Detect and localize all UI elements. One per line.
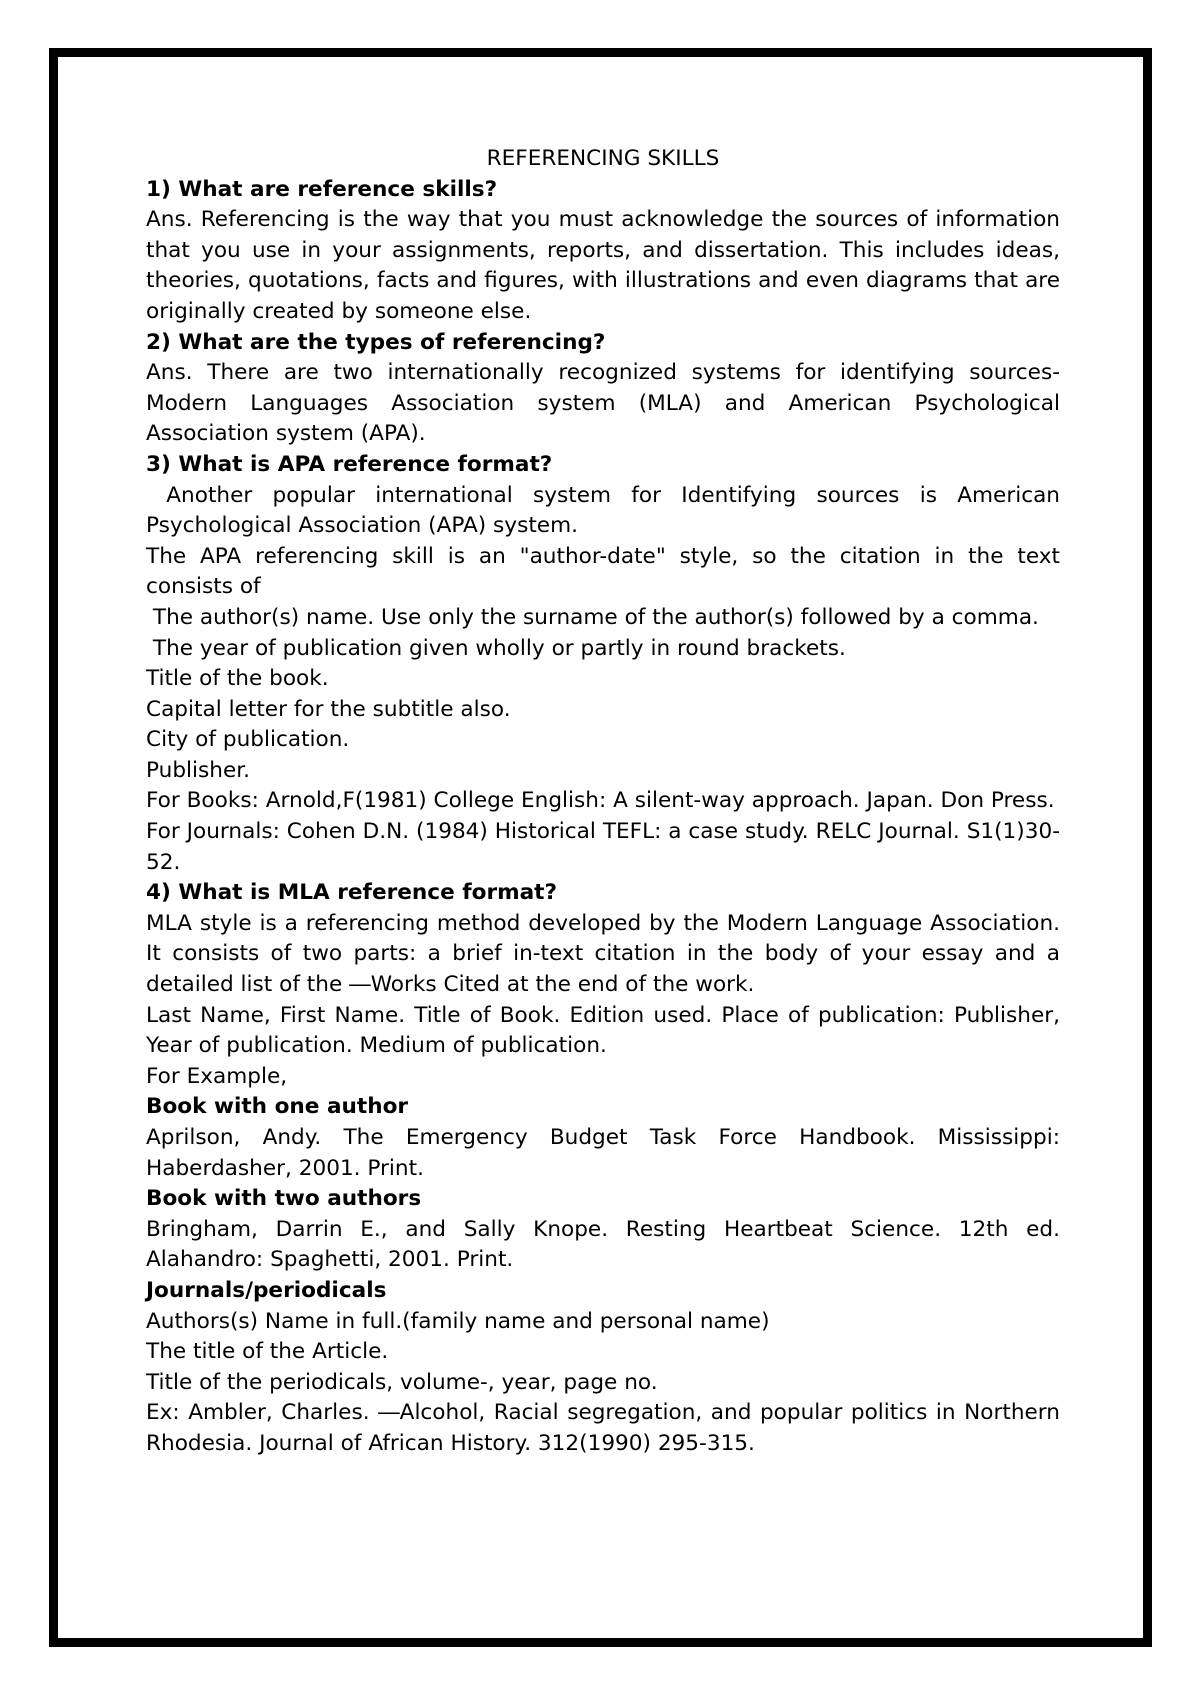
page-title: REFERENCING SKILLS xyxy=(486,146,720,171)
apa-capital: Capital letter for the subtitle also. xyxy=(146,696,511,722)
mla-for-example: For Example, xyxy=(146,1063,288,1089)
apa-author-name: The author(s) name. Use only the surname of the author(s) followed by a comma. xyxy=(146,604,1039,630)
question-3: 3) What is APA reference format? xyxy=(146,451,553,477)
answer-1: Ans. Referencing is the way that you must acknowledge the sources of information that you use in your assignments, reports, and dissertation. This includes ideas, theories, quotations, facts and figures, with illustrations and even diagrams that are originally created by someone else. xyxy=(146,207,1060,324)
journals-example: Ex: Ambler, Charles. ―Alcohol, Racial segregation, and popular politics in Northern Rhodesia. Journal of African History. 312(1990) 295-315. xyxy=(146,1400,1060,1456)
question-4: 4) What is MLA reference format? xyxy=(146,880,558,906)
answer-2: Ans. There are two internationally recognized systems for identifying sources-Modern Languages Association system (MLA) and American Psychological Association system (APA). xyxy=(146,360,1060,447)
apa-year: The year of publication given wholly or partly in round brackets. xyxy=(146,635,846,661)
journals-periodicals: Title of the periodicals, volume-, year, page no. xyxy=(146,1369,658,1395)
journals-heading: Journals/periodicals xyxy=(146,1277,387,1303)
one-author-example: Aprilson, Andy. The Emergency Budget Task Force Handbook. Mississippi: Haberdasher, 2001. Print. xyxy=(146,1125,1060,1181)
apa-author-date: The APA referencing skill is an "author-date" style, so the citation in the text consists of xyxy=(146,543,1060,600)
apa-city: City of publication. xyxy=(146,727,350,753)
mla-format: Last Name, First Name. Title of Book. Edition used. Place of publication: Publisher, Year of publication. Medium of publication. xyxy=(146,1002,1060,1059)
two-authors-heading: Book with two authors xyxy=(146,1186,422,1212)
two-authors-example: Bringham, Darrin E., and Sally Knope. Resting Heartbeat Science. 12th ed. Alahandro: Spaghetti, 2001. Print. xyxy=(146,1216,1060,1273)
apa-book-title: Title of the book. xyxy=(146,666,329,692)
journals-article: The title of the Article. xyxy=(146,1339,389,1365)
apa-intro: Another popular international system for Identifying sources is American Psychological Association (APA) system. xyxy=(146,482,1067,539)
question-1: 1) What are reference skills? xyxy=(146,176,498,202)
mla-intro: MLA style is a referencing method developed by the Modern Language Association. It consists of two parts: a brief in-text citation in the body of your essay and a detailed list of the ―Works Cited at the end of the work. xyxy=(146,910,1060,998)
apa-books-example: For Books: Arnold,F(1981) College English: A silent-way approach. Japan. Don Press. xyxy=(146,788,1055,814)
document-body xyxy=(146,144,1067,1460)
apa-publisher: Publisher. xyxy=(146,757,251,783)
question-2: 2) What are the types of referencing? xyxy=(146,329,606,355)
apa-journals-example: For Journals: Cohen D.N. (1984) Historical TEFL: a case study. RELC Journal. S1(1)30-52. xyxy=(146,819,1060,875)
journals-authors: Authors(s) Name in full.(family name and personal name) xyxy=(146,1308,770,1334)
one-author-heading: Book with one author xyxy=(146,1094,409,1120)
